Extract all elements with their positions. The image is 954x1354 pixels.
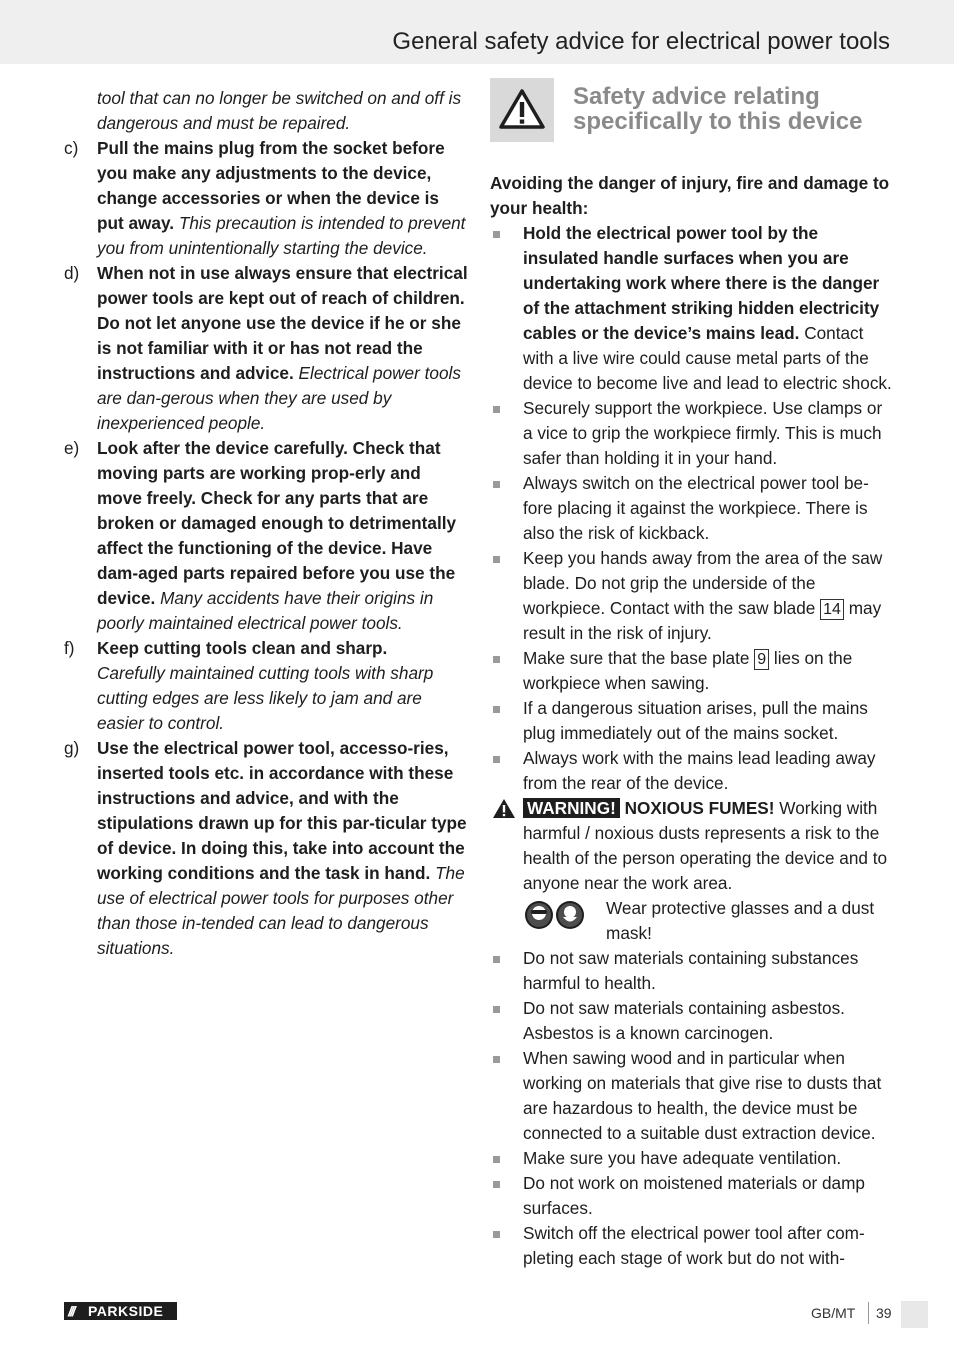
continued-text: tool that can no longer be switched on and off is dangerous and must be repaired. bbox=[97, 88, 462, 133]
warning-badge: WARNING! bbox=[523, 798, 620, 818]
item-text: Many accidents have their origins in poorly maintained electrical power tools. bbox=[97, 588, 434, 633]
list-item bbox=[60, 436, 470, 636]
ppe-text: Wear protective glasses and a dust mask! bbox=[606, 898, 875, 943]
list-item bbox=[490, 396, 895, 471]
list-item bbox=[490, 1171, 895, 1221]
list-item bbox=[490, 1221, 895, 1271]
square-bullet-icon bbox=[493, 756, 500, 763]
section-header bbox=[490, 83, 895, 156]
page-title: General safety advice for electrical power tools bbox=[392, 28, 890, 55]
section-intro: Avoiding the danger of injury, fire and damage to your health: bbox=[490, 173, 890, 218]
item-text: Do not work on moistened materials or damp surfaces. bbox=[523, 1173, 865, 1218]
list-item bbox=[490, 996, 895, 1046]
warning-box bbox=[490, 78, 554, 142]
square-bullet-icon bbox=[493, 406, 500, 413]
ppe-notice bbox=[490, 896, 895, 946]
item-text: Always switch on the electrical power tool be-fore placing it against the workpiece. There is also the risk of kickback. bbox=[523, 473, 869, 543]
part-reference: 14 bbox=[820, 599, 844, 620]
item-text: Securely support the workpiece. Use clamps or a vice to grip the workpiece firmly. This is much safer than holding it in your hand. bbox=[523, 398, 883, 468]
item-text: may result in the risk of injury. bbox=[523, 598, 882, 643]
page-number: 39 bbox=[876, 1305, 892, 1321]
list-item bbox=[490, 946, 895, 996]
item-text: This precaution is intended to prevent you from unintentionally starting the device. bbox=[97, 213, 466, 258]
logo-stripes-icon: /// bbox=[68, 1303, 74, 1319]
list-marker: e) bbox=[64, 438, 80, 458]
item-text: Switch off the electrical power tool after com-pleting each stage of work but do not with- bbox=[523, 1223, 865, 1268]
footer-divider bbox=[868, 1302, 869, 1324]
square-bullet-icon bbox=[493, 1181, 500, 1188]
item-bold: Look after the device carefully. Check that moving parts are working prop-erly and move freely. Check for any parts that are broken or damaged enough to detrimentally affect the functioning of the device. Have dam-aged parts repaired before you use the device. bbox=[97, 438, 457, 608]
list-item bbox=[490, 471, 895, 546]
square-bullet-icon bbox=[493, 1006, 500, 1013]
left-column bbox=[60, 86, 470, 961]
square-bullet-icon bbox=[493, 1231, 500, 1238]
item-text: Contact with a live wire could cause metal parts of the device to become live and lead to electric shock. bbox=[523, 323, 892, 393]
ppe-icons bbox=[524, 900, 586, 937]
warning-text: Working with harmful / noxious dusts represents a risk to the health of the person operating the device and to anyone near the work area. bbox=[523, 798, 888, 893]
footer-tab bbox=[901, 1301, 928, 1328]
square-bullet-icon bbox=[493, 231, 500, 238]
right-column bbox=[490, 83, 895, 1271]
warning-notice bbox=[490, 796, 895, 896]
list-marker: d) bbox=[64, 263, 80, 283]
item-bold: Pull the mains plug from the socket before you make any adjustments to the device, change accessories or when the device is put away. bbox=[97, 138, 445, 233]
part-reference: 9 bbox=[754, 649, 769, 670]
safety-glasses-and-mask-icon bbox=[524, 900, 586, 930]
square-bullet-icon bbox=[493, 1156, 500, 1163]
item-bold: Hold the electrical power tool by the insulated handle surfaces when you are undertaking work where there is the danger of the attachment striking hidden electricity cables or the device’s mains lead. bbox=[523, 223, 880, 343]
warning-heading: NOXIOUS FUMES! bbox=[624, 798, 775, 818]
item-text: When sawing wood and in particular when working on materials that give rise to dusts that are hazardous to health, the device must be connected to a suitable dust extraction device. bbox=[523, 1048, 882, 1143]
list-item bbox=[490, 546, 895, 646]
list-item bbox=[490, 746, 895, 796]
list-marker: g) bbox=[64, 738, 80, 758]
list-marker: f) bbox=[64, 638, 75, 658]
list-item bbox=[60, 636, 470, 736]
language-code: GB/MT bbox=[811, 1305, 856, 1321]
item-bold: Keep cutting tools clean and sharp. bbox=[97, 638, 388, 658]
item-text: Always work with the mains lead leading away from the rear of the device. bbox=[523, 748, 876, 793]
item-bold: When not in use always ensure that electrical power tools are kept out of reach of children. Do not let anyone use the device if he or she is not familiar with it or has not read the instructions and advice. bbox=[97, 263, 468, 383]
brand-logo bbox=[64, 1302, 177, 1320]
square-bullet-icon bbox=[493, 956, 500, 963]
warning-triangle-icon bbox=[499, 88, 545, 130]
item-text: Carefully maintained cutting tools with sharp cutting edges are less likely to jam and are easier to control. bbox=[97, 663, 434, 733]
item-text: The use of electrical power tools for purposes other than those in-tended can lead to dangerous situations. bbox=[97, 863, 465, 958]
item-text: Make sure you have adequate ventilation. bbox=[523, 1148, 842, 1168]
section-title: Safety advice relating specifically to this device bbox=[573, 83, 863, 135]
list-item bbox=[490, 1046, 895, 1146]
list-item bbox=[490, 221, 895, 396]
square-bullet-icon bbox=[493, 706, 500, 713]
item-bold: Use the electrical power tool, accesso-ries, inserted tools etc. in accordance with these instructions and advice, and with the stipulations drawn up for this par-ticular type of device. In doing this, take into account the working conditions and the task in hand. bbox=[97, 738, 467, 883]
item-text: lies on the workpiece when sawing. bbox=[523, 648, 853, 693]
list-item bbox=[60, 736, 470, 961]
warning-triangle-icon bbox=[492, 798, 516, 819]
item-text: Keep you hands away from the area of the saw blade. Do not grip the underside of the workpiece. Contact with the saw blade bbox=[523, 548, 883, 618]
square-bullet-icon bbox=[493, 1056, 500, 1063]
item-text: If a dangerous situation arises, pull the mains plug immediately out of the mains socket. bbox=[523, 698, 868, 743]
square-bullet-icon bbox=[493, 481, 500, 488]
item-text: Make sure that the base plate bbox=[523, 648, 750, 668]
item-text: Electrical power tools are dan-gerous when they are used by inexperienced people. bbox=[97, 363, 461, 433]
list-item bbox=[490, 646, 895, 696]
list-item bbox=[60, 261, 470, 436]
list-marker: c) bbox=[64, 138, 79, 158]
list-item bbox=[60, 136, 470, 261]
square-bullet-icon bbox=[493, 656, 500, 663]
brand-name: PARKSIDE bbox=[88, 1303, 164, 1319]
item-text: Do not saw materials containing asbestos. Asbestos is a known carcinogen. bbox=[523, 998, 845, 1043]
item-text: Do not saw materials containing substances harmful to health. bbox=[523, 948, 859, 993]
list-item bbox=[490, 696, 895, 746]
square-bullet-icon bbox=[493, 556, 500, 563]
list-item bbox=[490, 1146, 895, 1171]
